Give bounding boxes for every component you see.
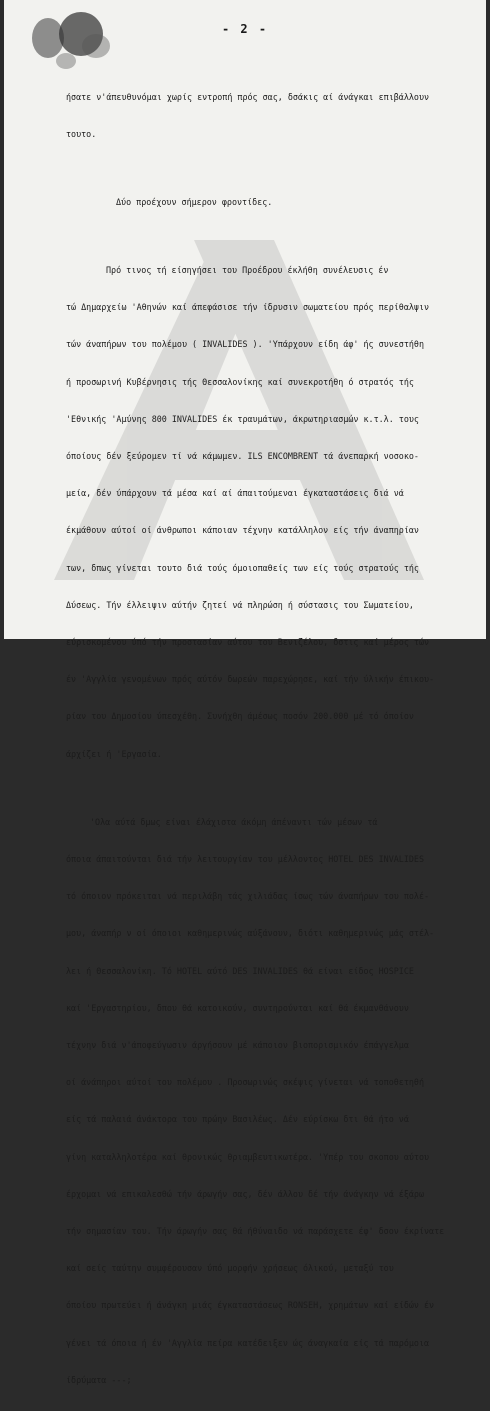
text-line: τουτο. — [66, 129, 97, 140]
text-line: ή προσωρινή Κυβέρνησις τής Θεσσαλονίκης καί συνεκροτήθη ό στρατός τής — [66, 376, 414, 387]
text-line: λει ή Θεσσαλονίκη. Τό HOTEL αύτό DES INVALIDES θά είναι είδος HOSPICE — [66, 965, 414, 976]
text-line: μου, άναπήρ ν οί όποιοι καθημερινώς αύξάνουν, διότι καθημερινώς μάς στέλ- — [66, 928, 435, 939]
text-line: τό όποιον πρόκειται νά περιλάβη τάς χιλιάδας ίσως τών άναπήρων του πολέ- — [66, 891, 430, 902]
page-number: - 2 - — [221, 22, 269, 36]
text-line: έν 'Αγγλία γενομένων πρός αύτόν δωρεών παρεχώρησε, καί τήν ύλικήν έπικου- — [66, 674, 435, 685]
text-line: γένει τά όποια ή έν 'Αγγλία πείρα κατέδειξεν ώς άναγκαία είς τά παρόμοια — [66, 1337, 430, 1348]
text-line: όποια άπαιτούνται διά τήν λειτουργίαν του μέλλοντος HOTEL DES INVALIDES — [66, 853, 424, 864]
text-line: εύρισκομένου ύπό τήν προστασίαν αύτου του Βενιζέλου, δστις καί μέρος τών — [66, 637, 430, 648]
text-line: καί 'Εργαστηρίου, δπου θά κατοικούν, συντηρούνται καί θά έκμανθάνουν — [66, 1002, 409, 1013]
text-line: Δύσεως. Τήν έλλειψιν αύτήν ζητεί νά πληρώση ή σύστασις του Σωματείου, — [66, 599, 414, 610]
text-line: τώ Δημαρχείω 'Αθηνών καί άπεφάσισε τήν ίδρυσιν σωματείου πρός περίθαλψιν — [66, 302, 430, 313]
text-line: ρίαν του Δημοσίου ύπεσχέθη. Συνήχθη άμέσως ποσόν 200.000 μέ τό όποίον — [66, 711, 414, 722]
text-line: οί άνάπηροι αύτοί του πολέμου . Προσωρινώς σκέψις γίνεται νά τοποθετηθή — [66, 1077, 424, 1088]
text-line: άρχίζει ή 'Εργασία. — [66, 748, 162, 759]
text-line: ίδρύματα ---; — [66, 1374, 132, 1385]
text-line: έρχομαι νά επικαλεσθώ τήν άρωγήν σας, δέν άλλου δέ τήν άνάγκην νά έξάρω — [66, 1188, 424, 1199]
text-line: έκμάθουν αύτοί οί άνθρωποι κάποιαν τέχνην κατάλληλον είς τήν άναπηρίαν — [66, 525, 419, 536]
text-line: τήν σημασίαν του. Τήν άρωγήν σας θά ήθύναιδο νά παράσχετε έφ' δσον έκρίνατε — [66, 1225, 445, 1236]
text-line: Πρό τινος τή είσηγήσει του Προέδρου έκλήθη συνέλευσις έν — [106, 265, 389, 276]
text-line: είς τά παλαιά άνάκτορα του πρώην Βασιλέως. Δέν εύρίσκω δτι θά ήτο νά — [66, 1114, 409, 1125]
text-line: τέχνην διά ν'άποφεύγωσιν άργήσουν μέ κάποιον βιοπορισμικόν έπάγγελμα — [66, 1039, 409, 1050]
text-line: των, δπως γίνεται τουτο διά τούς όμοιοπαθείς των είς τούς στρατούς τής — [66, 562, 419, 573]
text-line: 'Ολα αύτά δμως είναι έλάχιστα άκόμη άπέναντι τών μέσων τά — [90, 816, 378, 827]
text-line: όποίου πρωτεύει ή άνάγκη μιάς έγκαταστάσεως RONSEH, χρημάτων καί είδών έν — [66, 1300, 435, 1311]
text-line: ήσατε ν'άπευθυνόμαι χωρίς εντροπή πρός σας, δσάκις αί άνάγκαι επιβάλλουν — [66, 91, 430, 102]
text-line: 'Εθνικής 'Αμύνης 800 INVALIDES έκ τραυμάτων, άκρωτηριασμών κ.τ.λ. τους — [66, 413, 419, 424]
text-line: Δύο προέχουν σήμερον φροντίδες. — [116, 197, 273, 208]
text-line: όποίους δέν ξεύρομεν τί νά κάμωμεν. ILS ENCOMBRENT τά άνεπαρκή νοσοκο- — [66, 451, 419, 462]
text-line: τών άναπήρων του πολέμου ( INVALIDES ). 'Υπάρχουν είδη άφ' ής συνεστήθη — [66, 339, 424, 350]
text-line: μεία, δέν ύπάρχουν τά μέσα καί αί άπαιτούμεναι έγκαταστάσεις διά νά — [66, 488, 404, 499]
letter-body — [66, 66, 476, 1411]
text-line: γίνη καταλληλοτέρα καί θρονικώς θριαμβευτικωτέρα. 'Υπέρ του σκοπου αύτου — [66, 1151, 430, 1162]
text-line: καί σείς ταύτην συμφέρουσαν ύπό μορφήν χρήσεως όλικού, μεταξύ του — [66, 1263, 394, 1274]
document-page — [4, 0, 486, 1385]
